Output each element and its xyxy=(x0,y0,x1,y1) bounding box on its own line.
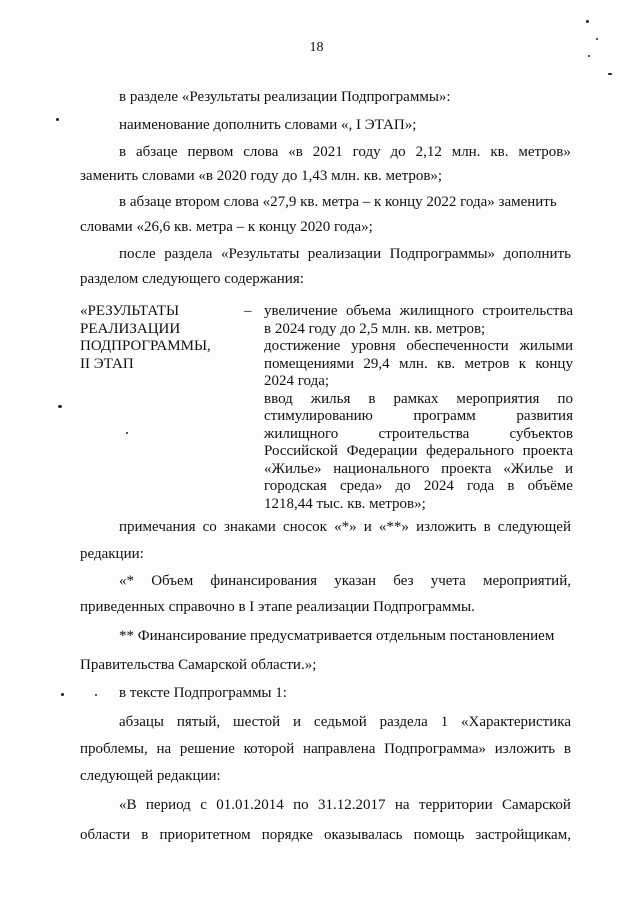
word: стимулированию xyxy=(264,408,373,424)
word: порядке xyxy=(261,827,313,843)
scan-speck xyxy=(608,73,612,75)
scan-speck xyxy=(58,405,62,408)
text-line-16 xyxy=(119,713,571,731)
word: области xyxy=(80,827,131,843)
section-content-line xyxy=(264,321,573,339)
word: в xyxy=(119,144,127,160)
word: Федерации xyxy=(346,443,418,459)
scan-speck xyxy=(586,20,589,23)
text-line-12: приведенных справочно в I этапе реализации Подпрограммы. xyxy=(80,599,475,615)
word: «*» xyxy=(334,519,357,535)
text-line-17 xyxy=(80,740,571,758)
word: первом xyxy=(187,144,234,160)
word: раздела xyxy=(379,714,428,730)
section-heading-line-4: II ЭТАП xyxy=(80,355,134,372)
word: помощь xyxy=(413,827,465,843)
word: рамках xyxy=(393,390,439,407)
word: млн. xyxy=(398,355,428,372)
word: реализации xyxy=(307,246,382,262)
section-heading-line-1: «РЕЗУЛЬТАТЫ xyxy=(80,303,180,319)
word: и xyxy=(363,519,372,535)
word: 2024 xyxy=(423,478,454,494)
scan-speck xyxy=(588,55,590,57)
word: 2021 xyxy=(312,144,343,160)
word: финансирования xyxy=(210,573,318,589)
section-content-line xyxy=(264,461,573,479)
section-heading-line-2: РЕАЛИЗАЦИИ xyxy=(80,320,181,337)
word: в xyxy=(368,390,376,407)
scan-speck xyxy=(61,693,64,696)
word: увеличение xyxy=(264,303,338,319)
word: до xyxy=(390,144,406,160)
section-content-line xyxy=(264,373,573,391)
word: примечания xyxy=(119,519,196,535)
word: программ xyxy=(413,408,476,424)
section-content-line xyxy=(264,303,573,321)
word: Российской xyxy=(264,443,338,459)
word: городская xyxy=(264,478,327,494)
scan-speck xyxy=(56,118,59,121)
text-line-1: в разделе «Результаты реализации Подпрограммы»: xyxy=(119,89,451,105)
word: абзацы xyxy=(119,714,164,730)
word: слова xyxy=(243,144,279,160)
word: Объем xyxy=(151,573,194,589)
word: учета xyxy=(430,573,466,589)
word: 01.01.2014 xyxy=(216,797,284,813)
word: строительства xyxy=(482,303,573,319)
text-line-11 xyxy=(119,572,571,590)
section-heading-line-3: ПОДПРОГРАММЫ, xyxy=(80,338,211,354)
word: абзаце xyxy=(135,144,178,160)
text-line-18: следующей редакции: xyxy=(80,768,221,784)
word: на xyxy=(394,797,410,813)
word: 31.12.2017 xyxy=(318,797,386,813)
word: в 2024 году до 2,5 млн. кв. метров; xyxy=(264,320,486,337)
text-line-5: в абзаце втором слова «27,9 кв. метра – к концу 2022 года» заменить xyxy=(119,194,557,210)
section-dash: – xyxy=(244,303,252,319)
word: указан xyxy=(334,573,377,589)
word: в xyxy=(507,478,515,494)
word: кв. xyxy=(437,355,456,372)
word: по xyxy=(557,390,573,407)
text-line-14: Правительства Самарской области.»; xyxy=(80,657,317,673)
word: обеспеченности xyxy=(406,338,509,354)
word: жилищного xyxy=(264,425,339,442)
section-content-line xyxy=(264,443,573,461)
word: мероприятий, xyxy=(483,573,571,589)
word: проекта xyxy=(522,443,573,459)
word: году xyxy=(352,144,381,160)
word: раздела xyxy=(164,246,213,262)
section-content-line xyxy=(264,391,573,409)
word: пятый, xyxy=(176,714,221,730)
section-content-line xyxy=(264,478,573,496)
word: по xyxy=(293,797,309,813)
word: субъектов xyxy=(509,425,573,442)
word: метров» xyxy=(518,144,571,160)
text-line-9 xyxy=(119,518,571,536)
word: шестой xyxy=(233,714,281,730)
word: оказывалась xyxy=(323,827,403,843)
section-content-line xyxy=(264,338,573,356)
word: Самарской xyxy=(501,797,571,813)
word: концу xyxy=(535,355,573,372)
word: направлена xyxy=(303,741,376,757)
word: знаками xyxy=(223,519,276,535)
word: и xyxy=(564,460,573,477)
section-content-line xyxy=(264,356,573,374)
word: седьмой xyxy=(313,714,367,730)
word: застройщикам, xyxy=(475,827,571,843)
word: федерального xyxy=(426,443,514,459)
text-line-7 xyxy=(119,245,571,263)
scan-speck xyxy=(126,432,128,434)
word: 2024 года; xyxy=(264,373,330,389)
word: достижение xyxy=(264,338,341,354)
word: без xyxy=(393,573,414,589)
word: к xyxy=(518,355,527,372)
text-line-20 xyxy=(80,826,571,844)
word: объёме xyxy=(527,478,573,494)
word: 1 xyxy=(440,714,449,730)
word: изложить xyxy=(494,741,556,757)
word: млн. xyxy=(451,144,481,160)
page-number: 18 xyxy=(309,40,324,55)
word: до xyxy=(395,478,411,494)
word: и xyxy=(293,714,302,730)
word: сносок xyxy=(282,519,327,535)
word: проекта xyxy=(441,460,492,477)
word: метров xyxy=(464,355,510,372)
word: в xyxy=(141,827,149,843)
text-line-8: разделом следующего содержания: xyxy=(80,271,304,287)
word: Подпрограммы» xyxy=(389,246,496,262)
word: жилыми xyxy=(519,338,573,354)
word: жилья xyxy=(310,390,351,407)
word: на xyxy=(156,741,172,757)
word: жилищного xyxy=(399,303,474,319)
text-line-3 xyxy=(119,143,571,161)
word: решение xyxy=(179,741,235,757)
word: 1218,44 тыс. кв. метров»; xyxy=(264,495,426,512)
scan-speck xyxy=(596,38,598,40)
word: мероприятия xyxy=(456,390,540,407)
scan-speck xyxy=(95,694,97,696)
word: территории xyxy=(418,797,493,813)
word: после xyxy=(119,246,156,262)
word: года xyxy=(467,478,495,494)
text-line-15: в тексте Подпрограммы 1: xyxy=(119,685,287,701)
word: «Жилье» xyxy=(264,460,322,477)
word: изложить xyxy=(416,519,477,535)
word: приоритетном xyxy=(159,827,251,843)
text-line-13: ** Финансирование предусматривается отдельным постановлением xyxy=(119,628,555,644)
word: следующей xyxy=(497,519,571,535)
word: Подпрограмма» xyxy=(384,741,487,757)
word: уровня xyxy=(351,338,396,354)
word: ввод xyxy=(264,390,293,407)
section-content-line xyxy=(264,496,573,514)
text-line-2: наименование дополнить словами «, I ЭТАП»; xyxy=(119,117,417,133)
text-line-19 xyxy=(119,796,571,814)
word: строительства xyxy=(378,425,470,442)
word: «В xyxy=(119,797,137,813)
word: в xyxy=(563,741,571,757)
word: с xyxy=(200,797,207,813)
word: среда» xyxy=(339,478,383,494)
word: «* xyxy=(119,573,134,589)
word: проблемы, xyxy=(80,741,148,757)
word: «**» xyxy=(378,519,409,535)
word: «Характеристика xyxy=(461,714,571,730)
text-line-10: редакции: xyxy=(80,546,144,562)
section-content-line xyxy=(264,426,573,444)
word: дополнить xyxy=(503,246,571,262)
word: 2,12 xyxy=(415,144,442,160)
word: в xyxy=(483,519,491,535)
word: помещениями xyxy=(264,355,355,372)
section-content-line xyxy=(264,408,573,426)
word: объема xyxy=(345,303,392,319)
word: 29,4 xyxy=(363,355,390,372)
word: развития xyxy=(516,408,573,424)
text-line-6: словами «26,6 кв. метра – к концу 2020 года»; xyxy=(80,219,373,235)
word: кв. xyxy=(490,144,509,160)
word: «Результаты xyxy=(220,246,300,262)
word: «Жилье xyxy=(503,460,554,477)
section-heading-block xyxy=(80,303,240,373)
word: со xyxy=(202,519,217,535)
section-content-block xyxy=(264,303,573,513)
word: которой xyxy=(243,741,295,757)
text-line-4: заменить словами «в 2020 году до 1,43 млн. кв. метров»; xyxy=(80,168,443,184)
word: национального xyxy=(333,460,430,477)
word: период xyxy=(145,797,191,813)
word: «в xyxy=(288,144,303,160)
